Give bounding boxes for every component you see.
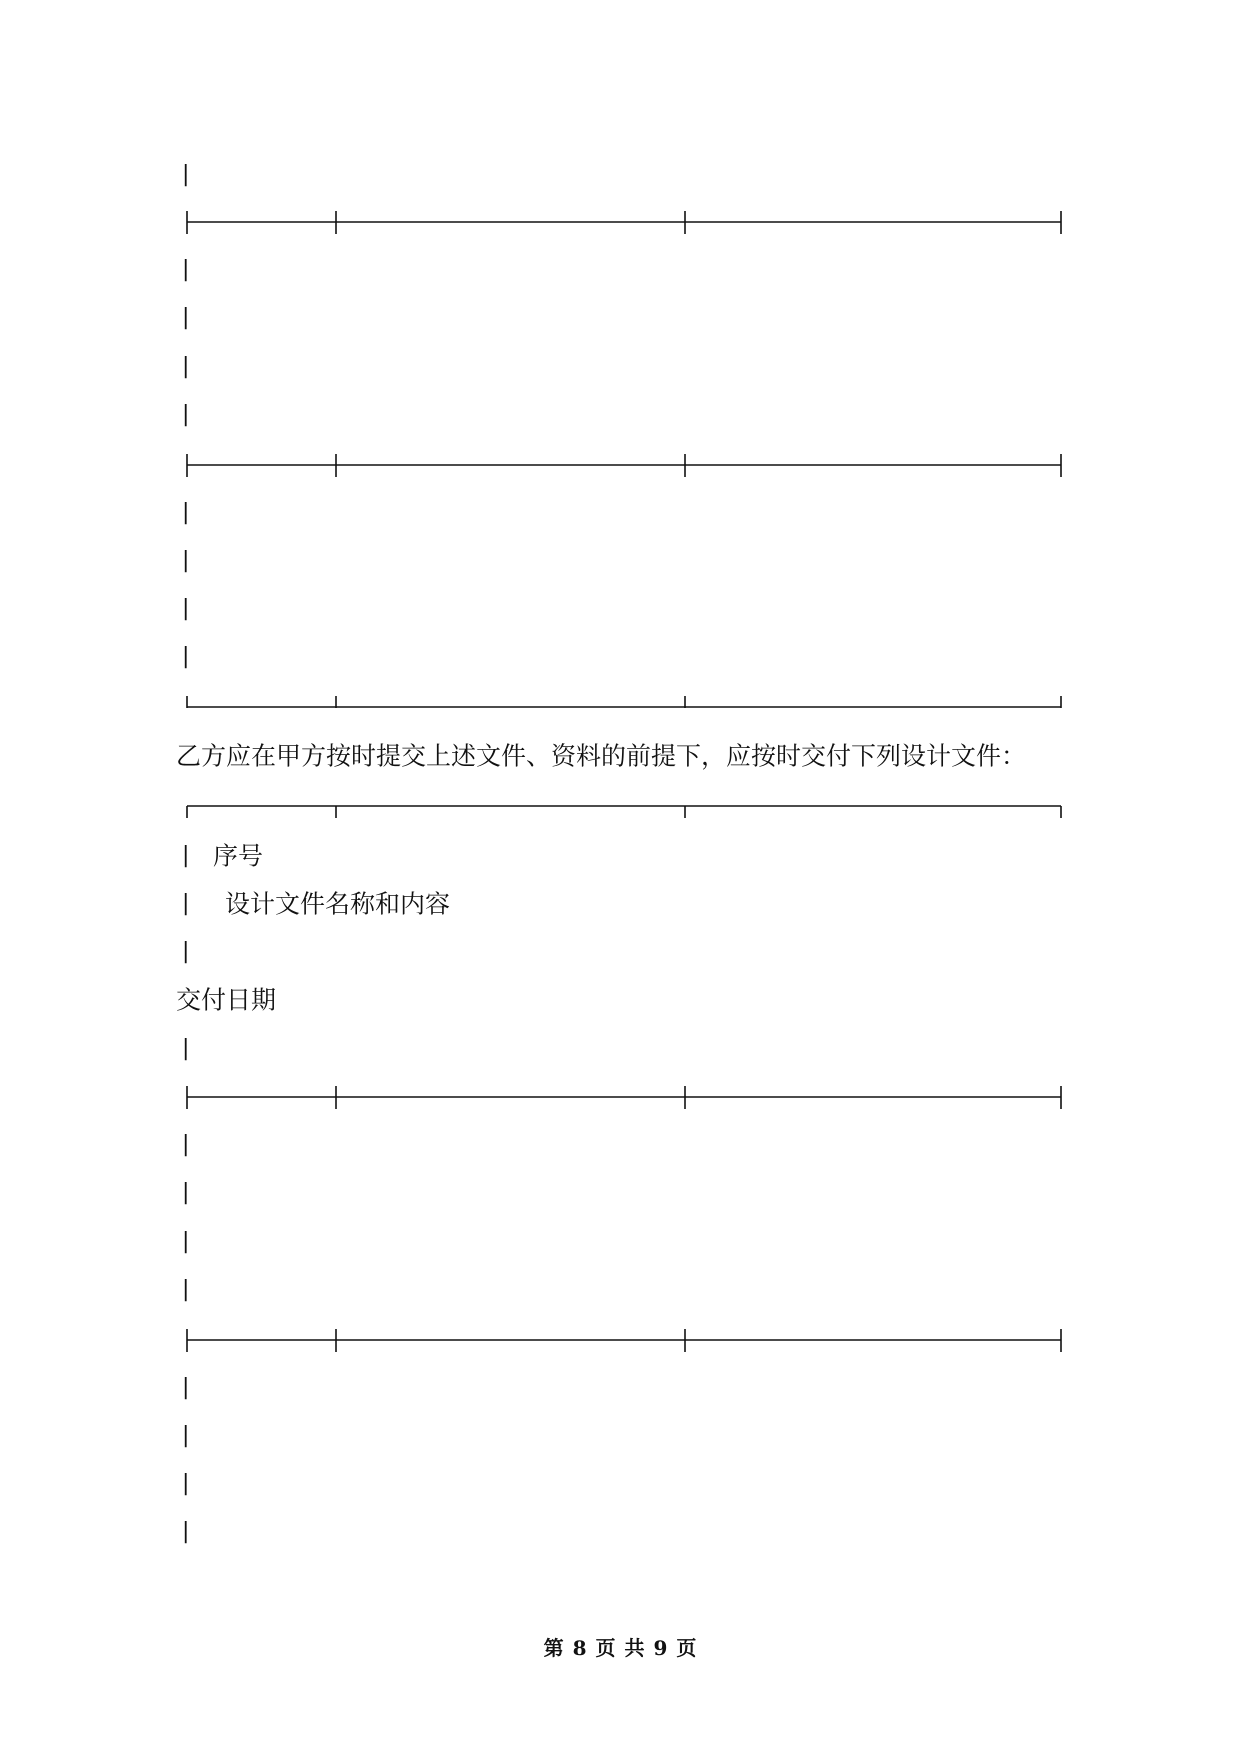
footer-prefix: 第 <box>543 1636 565 1660</box>
footer-suffix: 页 <box>676 1636 698 1660</box>
table-cell-border: | <box>182 402 190 427</box>
table-cell-border: | <box>182 305 190 330</box>
table-cell-border: | <box>182 548 190 573</box>
table-cell-border: | <box>182 257 190 282</box>
table-cell-border: | <box>182 354 190 379</box>
table-cell-border: | <box>182 1180 190 1205</box>
table-cell-border: | <box>182 843 190 868</box>
table-cell-border: | <box>182 939 190 964</box>
header-seq: 序号 <box>213 841 264 871</box>
table-cell-border: | <box>182 1036 190 1061</box>
table-cell-border: | <box>182 1229 190 1254</box>
table-cell-border: | <box>182 1132 190 1157</box>
table-cell-border: | <box>182 891 190 916</box>
table-cell-border: | <box>182 596 190 621</box>
table-cell-border: | <box>182 1375 190 1400</box>
header-name-content: 设计文件名称和内容 <box>225 889 451 919</box>
table-cell-border: | <box>182 1277 190 1302</box>
footer-total-pages: 9 <box>653 1636 669 1660</box>
footer-mid: 页 共 <box>595 1636 646 1660</box>
table-cell-border: | <box>182 1519 190 1544</box>
table-cell-border: | <box>182 1471 190 1496</box>
table-cell-border: | <box>182 162 190 187</box>
table-cell-border: | <box>182 1423 190 1448</box>
table-cell-border: | <box>182 644 190 669</box>
page-footer <box>0 1632 1241 1661</box>
footer-current-page: 8 <box>572 1636 588 1660</box>
table-cell-border: | <box>182 500 190 525</box>
header-delivery-date: 交付日期 <box>176 985 277 1015</box>
intro-paragraph: 乙方应在甲方按时提交上述文件、资料的前提下，应按时交付下列设计文件： <box>176 741 1027 771</box>
